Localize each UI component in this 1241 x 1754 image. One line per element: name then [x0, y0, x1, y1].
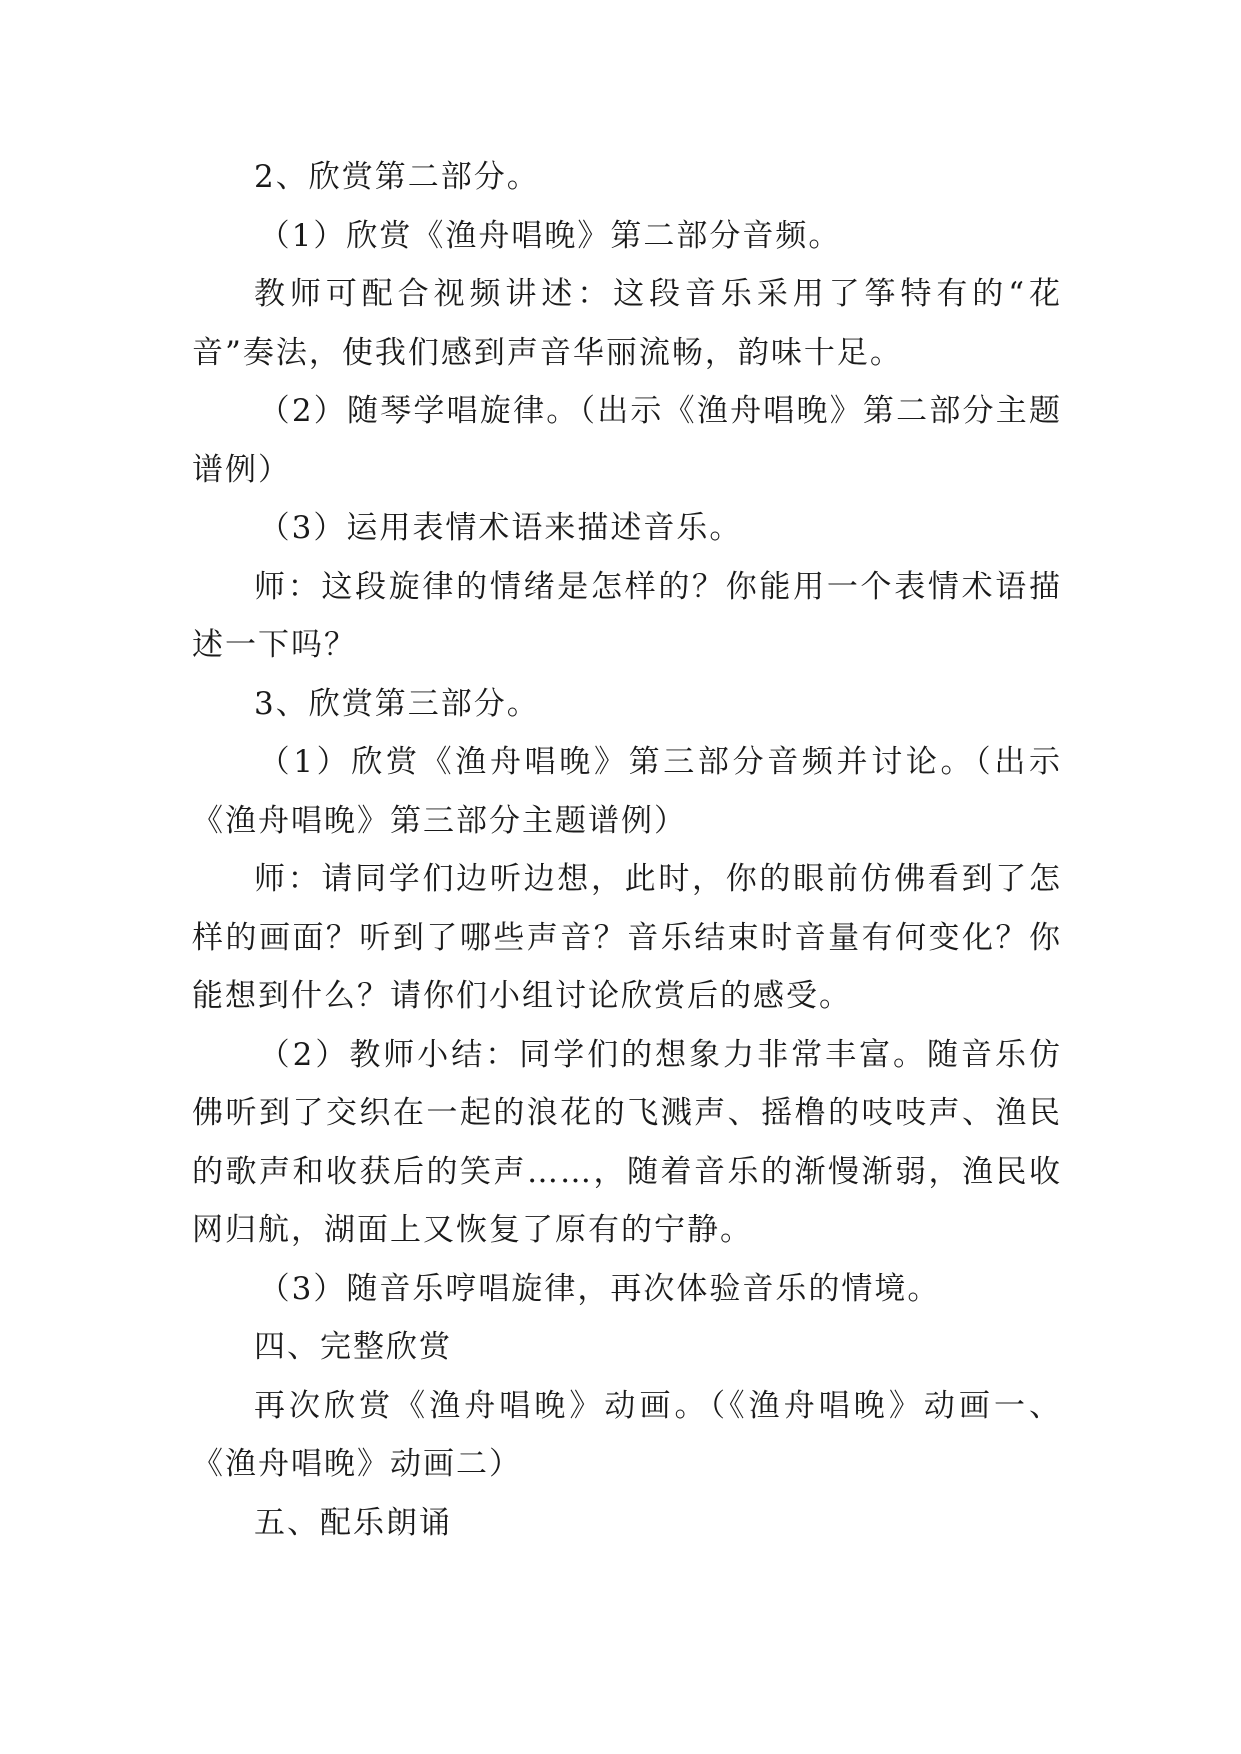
section-heading: 2、欣赏第二部分。 [254, 159, 540, 195]
body-paragraph: 教师可配合视频讲述：这段音乐采用了筝特有的“花音”奏法，使我们感到声音华丽流畅，韵味十足。 [192, 276, 1062, 371]
step-item: （2）随琴学唱旋律。（出示《渔舟唱晚》第二部分主题谱例） [192, 393, 1062, 488]
step-item: （3）随音乐哼唱旋律，再次体验音乐的情境。 [258, 1270, 941, 1307]
section-heading: 五、配乐朗诵 [254, 1504, 452, 1541]
step-item: （1）欣赏《渔舟唱晚》第二部分音频。 [258, 217, 842, 254]
document-body [192, 148, 1062, 1552]
section-heading: 四、完整欣赏 [254, 1329, 452, 1365]
step-item: （1）欣赏《渔舟唱晚》第三部分音频并讨论。（出示《渔舟唱晚》第三部分主题谱例） [192, 744, 1062, 839]
step-item: （3）运用表情术语来描述音乐。 [258, 510, 743, 546]
body-paragraph: 再次欣赏《渔舟唱晚》动画。（《渔舟唱晚》动画一、《渔舟唱晚》动画二） [192, 1387, 1062, 1482]
body-paragraph: 师：这段旋律的情绪是怎样的？你能用一个表情术语描述一下吗？ [192, 568, 1062, 663]
body-paragraph: 师：请同学们边听边想，此时，你的眼前仿佛看到了怎样的画面？听到了哪些声音？音乐结束时音量有何变化？你能想到什么？请你们小组讨论欣赏后的感受。 [192, 861, 1062, 1014]
step-item: （2）教师小结：同学们的想象力非常丰富。随音乐仿佛听到了交织在一起的浪花的飞溅声、摇橹的吱吱声、渔民的歌声和收获后的笑声……，随着音乐的渐慢渐弱，渔民收网归航，湖面上又恢复了原有的宁静。 [192, 1036, 1062, 1248]
section-heading: 3、欣赏第三部分。 [254, 685, 540, 722]
